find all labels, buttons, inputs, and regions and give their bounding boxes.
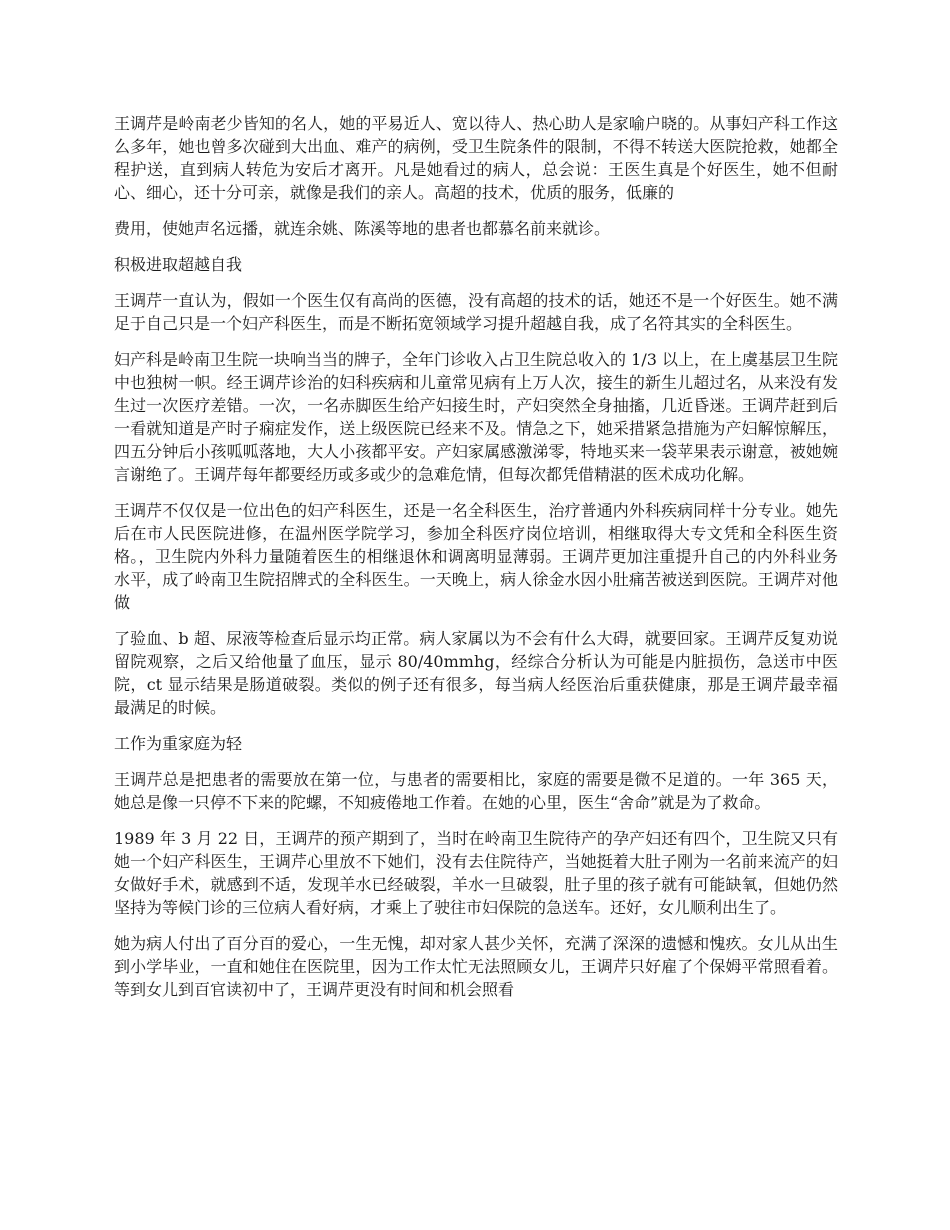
paragraph-5: 王调芹不仅仅是一位出色的妇产科医生，还是一名全科医生，治疗普通内外科疾病同样十分专业。她先后在市人民医院进修，在温州医学院学习，参加全科医疗岗位培训，相继取得大专文凭和全科医生资格。，卫生院内外科力量随着医生的相继退休和调离明显薄弱。王调芹更加注重提升自己的内外科业务水平，成了岭南卫生院招牌式的全科医生。一天晚上，病人徐金水因小肚痛苦被送到医院。王调芹对他做 — [114, 501, 838, 612]
section-heading-1: 积极进取超越自我 — [114, 255, 243, 274]
paragraph-3: 王调芹一直认为，假如一个医生仅有高尚的医德，没有高超的技术的话，她还不是一个好医生。她不满足于自己只是一个妇产科医生，而是不断拓宽领域学习提升超越自我，成了名符其实的全科医生。 — [114, 291, 838, 333]
paragraph-4: 妇产科是岭南卫生院一块响当当的牌子，全年门诊收入占卫生院总收入的 1/3 以上，在上虞基层卫生院中也独树一帜。经王调芹诊治的妇科疾病和儿童常见病有上万人次，接生的新生儿超过名，从来没有发生过一次医疗差错。一次，一名赤脚医生给产妇接生时，产妇突然全身抽搐，几近昏迷。王调芹赶到后一看就知道是产时子痫症发作，送上级医院已经来不及。情急之下，她采措紧急措施为产妇解惊解压，四五分钟后小孩呱呱落地，大人小孩都平安。产妇家属感激涕零，特地买来一袋苹果表示谢意，被她婉言谢绝了。王调芹每年都要经历或多或少的急难危情，但每次都凭借精湛的医术成功化解。 — [114, 350, 838, 484]
document-body — [114, 112, 838, 1014]
section-heading-2: 工作为重家庭为轻 — [114, 734, 243, 753]
paragraph-9: 她为病人付出了百分百的爱心，一生无愧，却对家人甚少关怀，充满了深深的遗憾和愧疚。女儿从出生到小学毕业，一直和她住在医院里，因为工作太忙无法照顾女儿，王调芹只好雇了个保姆平常照看着。等到女儿到百官读初中了，王调芹更没有时间和机会照看 — [114, 934, 838, 999]
paragraph-8: 1989 年 3 月 22 日，王调芹的预产期到了，当时在岭南卫生院待产的孕产妇还有四个，卫生院又只有她一个妇产科医生，王调芹心里放不下她们，没有去住院待产，当她挺着大肚子刚为一名前来流产的妇女做好手术，就感到不适，发现羊水已经破裂，羊水一旦破裂，肚子里的孩子就有可能缺氧，但她仍然坚持为等候门诊的三位病人看好病，才乘上了驶往市妇保院的急送车。还好，女儿顺利出生了。 — [114, 829, 838, 917]
paragraph-7: 王调芹总是把患者的需要放在第一位，与患者的需要相比，家庭的需要是微不足道的。一年 365 天，她总是像一只停不下来的陀螺，不知疲倦地工作着。在她的心里，医生“舍命”就是为了救命。 — [114, 770, 838, 812]
paragraph-2: 费用，使她声名远播，就连余姚、陈溪等地的患者也都慕名前来就诊。 — [114, 219, 611, 238]
paragraph-1: 王调芹是岭南老少皆知的名人，她的平易近人、宽以待人、热心助人是家喻户晓的。从事妇产科工作这么多年，她也曾多次碰到大出血、难产的病例，受卫生院条件的限制，不得不转送大医院抢救，她都全程护送，直到病人转危为安后才离开。凡是她看过的病人，总会说：王医生真是个好医生，她不但耐心、细心，还十分可亲，就像是我们的亲人。高超的技术，优质的服务，低廉的 — [114, 114, 838, 202]
paragraph-6: 了验血、b 超、尿液等检查后显示均正常。病人家属以为不会有什么大碍，就要回家。王调芹反复劝说留院观察，之后又给他量了血压，显示 80/40mmhg，经综合分析认为可能是内脏损伤，急送市中医院，ct 显示结果是肠道破裂。类似的例子还有很多，每当病人经医治后重获健康，那是王调芹最幸福最满足的时候。 — [114, 629, 838, 717]
